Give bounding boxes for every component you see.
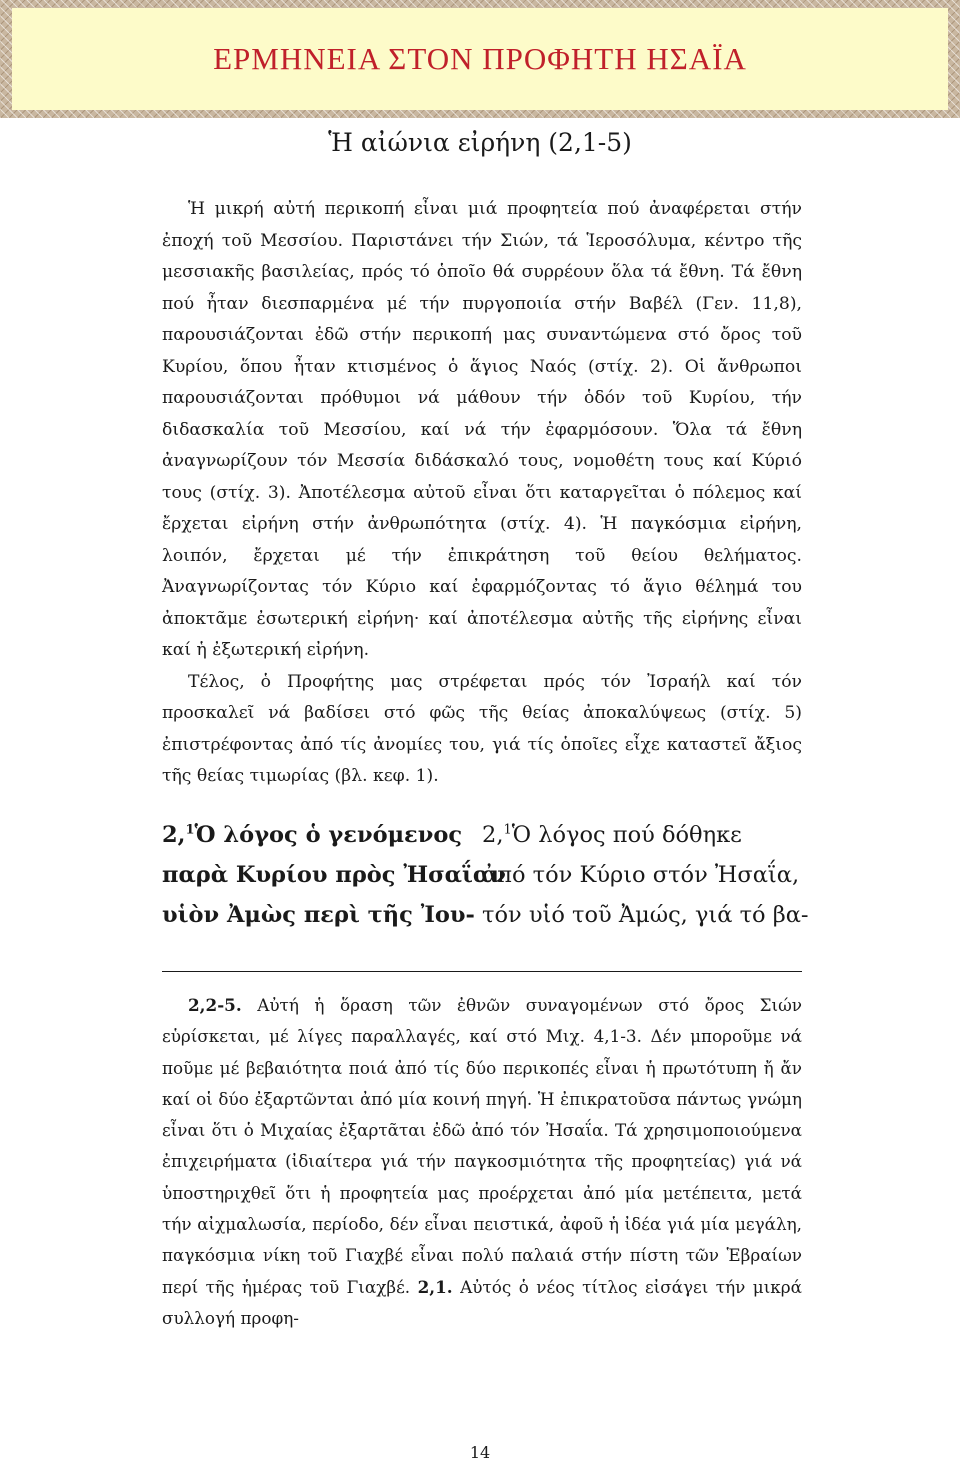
verse-original-text: Ὁ λόγος ὁ γενόμενος xyxy=(194,822,463,848)
commentary-paragraph-2: Τέλος, ὁ Προφήτης μας στρέφεται πρός τόν Ἰσραήλ καί τόν προσκαλεῖ νά βαδίσει στό φῶς τῆς θείας ἀποκαλύψεως (στίχ. 5) ἐπιστρέφοντας ἀπό τίς ἀνομίες του, γιά τίς ὁποῖες εἶχε καταστεῖ ἄξιος τῆς θείας τιμωρίας (βλ. κεφ. 1). xyxy=(162,671,802,786)
footnotes xyxy=(162,990,802,1334)
footnote-body: Αὐτός ὁ νέος τίτλος εἰσάγει τήν μικρά συλλογή προφη- xyxy=(162,1276,802,1328)
verse-original-line: υἱὸν Ἀμὼς περὶ τῆς Ἰου- xyxy=(162,902,475,928)
header-banner-panel xyxy=(12,8,948,110)
footnote-paragraph xyxy=(162,990,802,1334)
verse-translation-line xyxy=(482,815,802,855)
verse-number-translation: 2, xyxy=(482,822,504,848)
footnote-divider xyxy=(162,971,802,972)
page-number: 14 xyxy=(469,1443,491,1462)
verse-translation-line: τόν υἱό τοῦ Ἀμώς, γιά τό βα- xyxy=(482,902,809,928)
footnote-reference: 2,2-5. xyxy=(188,995,242,1015)
verse-block xyxy=(162,815,809,935)
verse-superscript-translation: 1 xyxy=(503,822,512,838)
verse-original-line: παρὰ Κυρίου πρὸς Ἠσαΐαν xyxy=(162,862,506,888)
verse-original-line xyxy=(162,815,474,855)
verse-translation-text: Ὁ λόγος πού δόθηκε xyxy=(511,822,742,848)
section-title: Ἡ αἰώνια εἰρήνη (2,1-5) xyxy=(328,128,632,157)
commentary-body xyxy=(162,194,802,793)
verse-translation-column xyxy=(482,815,809,935)
commentary-paragraph-1: Ἡ μικρή αὐτή περικοπή εἶναι μιά προφητεία πού ἀναφέρεται στήν ἐποχή τοῦ Μεσσίου. Παριστάνει τήν Σιών, τά Ἱεροσόλυμα, κέντρο τῆς μεσσιακῆς βασιλείας, πρός τό ὁποῖο θά συρρέουν ὅλα τά ἔθνη. Τά ἔθνη πού ἦταν διεσπαρμένα μέ τήν πυργοποιία στήν Βαβέλ (Γεν. 11,8), παρουσιάζονται ἐδῶ στήν περικοπή μας συναντώμενα στό ὄρος τοῦ Κυρίου, ὅπου ἦταν κτισμένος ὁ ἅγιος Ναός (στίχ. 2). Οἱ ἄνθρωποι παρουσιάζονται πρόθυμοι νά μάθουν τήν ὁδόν τοῦ Κυρίου, τήν διδασκαλία τοῦ Μεσσίου, καί νά τήν ἐφαρμόσουν. Ὅλα τά ἔθνη ἀναγνωρίζουν τόν Μεσσία διδάσκαλό τους, νομοθέτη τους καί Κύριό τους (στίχ. 3). Ἀποτέλεσμα αὐτοῦ εἶναι ὅτι καταργεῖται ὁ πόλεμος καί ἔρχεται εἰρήνη στήν ἀνθρωπότητα (στίχ. 4). Ἡ παγκόσμια εἰρήνη, λοιπόν, ἔρχεται μέ τήν ἐπικράτηση τοῦ θείου θελήματος. Ἀναγνωρίζοντας τόν Κύριο καί ἐφαρμόζοντας τό ἅγιο θέλημά του ἀποκτᾶμε ἐσωτερική εἰρήνη· καί ἀποτέλεσμα αὐτῆς τῆς εἰρήνης εἶναι καί ἡ ἐξωτερική εἰρήνη. xyxy=(162,199,802,660)
footnote-reference: 2,1. xyxy=(417,1276,453,1297)
header-banner xyxy=(0,0,960,118)
verse-translation-line: ἀπό τόν Κύριο στόν Ἠσαΐα, xyxy=(482,862,800,888)
book-title: ΕΡΜΗΝΕΙΑ ΣΤΟΝ ΠΡΟΦΗΤΗ ΗΣΑΪΑ xyxy=(213,41,747,76)
verse-number: 2, xyxy=(162,822,186,848)
verse-superscript: 1 xyxy=(185,822,195,838)
verse-original-column xyxy=(162,815,506,935)
footnote-body: Αὐτή ἡ ὅραση τῶν ἐθνῶν συναγομένων στό ὄρος Σιών εὑρίσκεται, μέ λίγες παραλλαγές, καί στό Μιχ. 4,1-3. Δέν μποροῦμε νά ποῦμε μέ βεβαιότητα ποιά ἀπό τίς δύο περικοπές εἶναι ἡ πρωτότυπη ἤ ἄν καί οἱ δύο ἐξαρτῶνται ἀπό μία κοινή πηγή. Ἡ ἐπικρατοῦσα πάντως γνώμη εἶναι ὅτι ὁ Μιχαίας ἐξαρτᾶται ἐδῶ ἀπό τόν Ἠσαΐα. Τά χρησιμοποιούμενα ἐπιχειρήματα (ἰδιαίτερα γιά τήν παγκοσμιότητα τῆς προφητείας) γιά νά ὑποστηριχθεῖ ὅτι ἡ προφητεία μας προέρχεται ἀπό μία μετέπειτα, μετά τήν αἰχμαλωσία, περίοδο, δέν εἶναι πειστικά, ἀφοῦ ἡ ἰδέα γιά μία μεγάλη, παγκόσμια νίκη τοῦ Γιαχβέ εἶναι πολύ παλαιά στήν πίστη τῶν Ἑβραίων περί τῆς ἡμέρας τοῦ Γιαχβέ. xyxy=(162,995,802,1297)
